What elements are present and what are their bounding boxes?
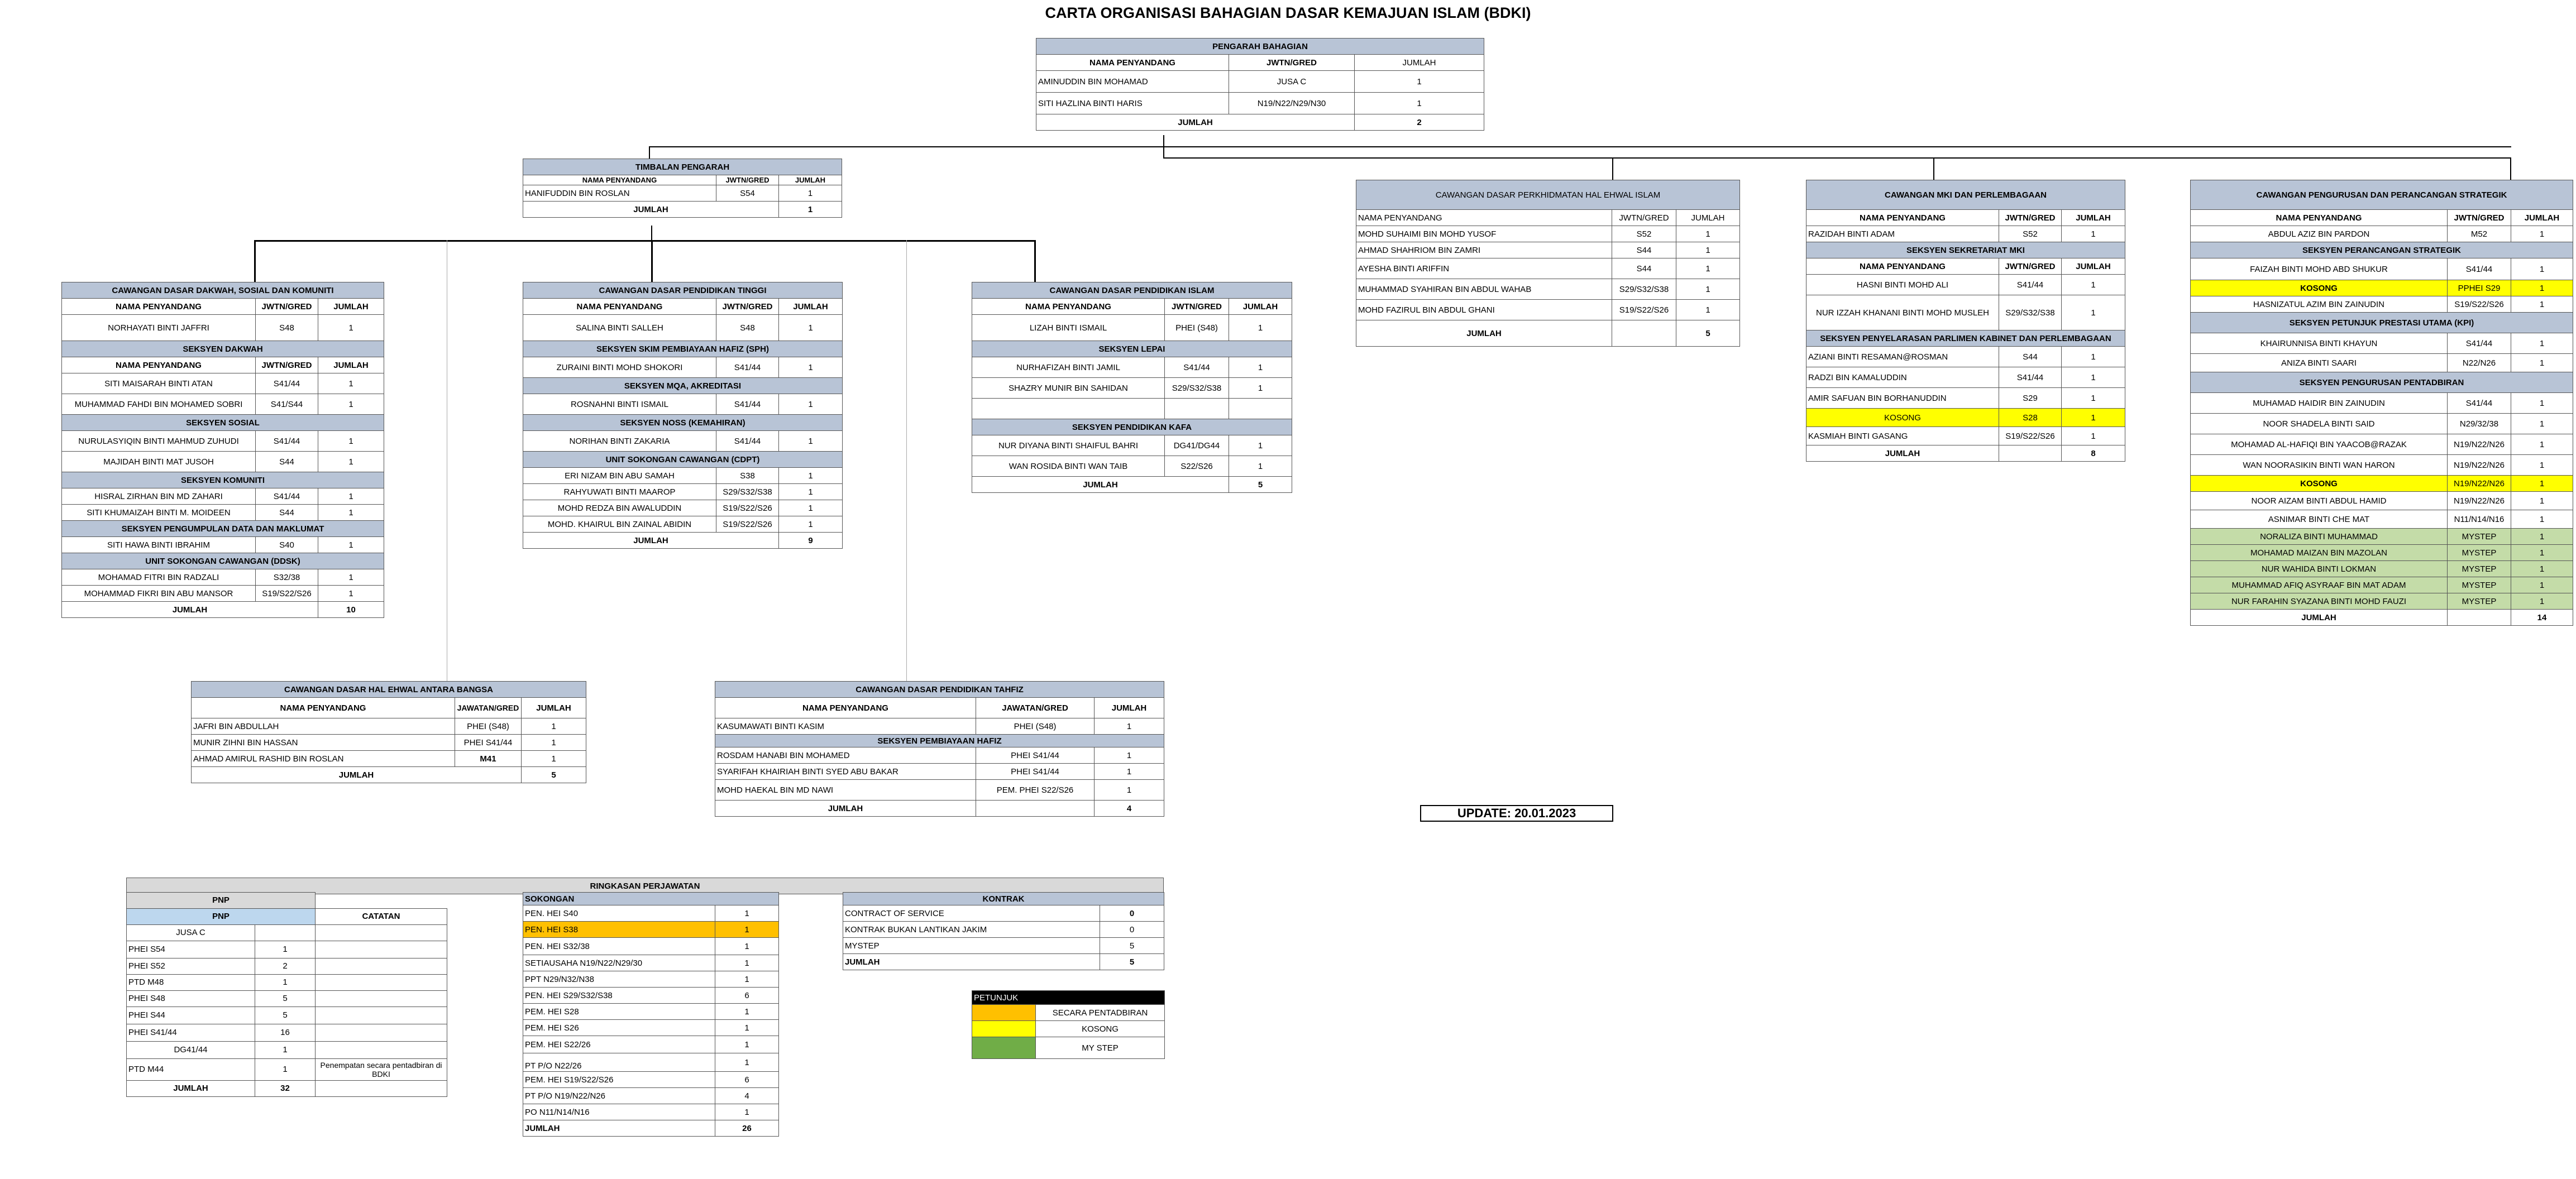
table-row: ABDUL AZIZ BIN PARDON M52 1 — [2191, 226, 2573, 242]
table-row: PHEI S52 2 — [127, 958, 447, 974]
total-value: 9 — [779, 533, 843, 549]
connector-line — [649, 146, 650, 159]
section-header: SEKSYEN LEPAI — [972, 341, 1292, 357]
section-header: SEKSYEN MQA, AKREDITASI — [523, 378, 843, 394]
table-row: PTD M48 1 — [127, 974, 447, 990]
table-row: MAJIDAH BINTI MAT JUSOH S44 1 — [62, 452, 384, 472]
table-row: MUHAMMAD SYAHIRAN BIN ABDUL WAHAB S29/S32/S38 1 — [1356, 279, 1740, 300]
table-row: FAIZAH BINTI MOHD ABD SHUKUR S41/44 1 — [2191, 258, 2573, 280]
vacant-row: KOSONG PPHEI S29 1 — [2191, 280, 2573, 296]
total-value: 4 — [1095, 801, 1164, 817]
connector-line — [2510, 157, 2511, 180]
table-row: MOHD FAZIRUL BIN ABDUL GHANI S19/S22/S26 1 — [1356, 300, 1740, 320]
total-label: JUMLAH — [523, 202, 779, 218]
table-row: PEM. HEI S26 1 — [523, 1020, 779, 1036]
table-row: HASNIZATUL AZIM BIN ZAINUDIN S19/S22/S26 1 — [2191, 296, 2573, 313]
ringkasan-header: RINGKASAN PERJAWATAN — [126, 878, 1164, 894]
vacant-row: KOSONG S28 1 — [1806, 409, 2125, 427]
ehwal-box: CAWANGAN DASAR PERKHIDMATAN HAL EHWAL ISLAM NAMA PENYANDANG JWTN/GRED JUMLAH MOHD SUHAIMI BIN MOHD YUSOF S52 1 AHMAD SHAHRIOM BIN ZAMRI S44 1 AYESHA BINTI ARIFFIN S44 1 MUHAMMAD SYAHIRAN BIN ABDUL WAHAB S29/S32/S38 1 MOHD FAZIRUL BIN ABDUL GHANI S19/S22/S26 1 JUMLAH 5 — [1356, 180, 1740, 347]
total-value: 5 — [1229, 477, 1292, 493]
section-header: CAWANGAN PENGURUSAN DAN PERANCANGAN STRATEGIK — [2191, 180, 2573, 210]
section-header: SEKSYEN PEMBIAYAAN HAFIZ — [715, 735, 1164, 747]
table-row: AYESHA BINTI ARIFFIN S44 1 — [1356, 258, 1740, 279]
table-row: NORIHAN BINTI ZAKARIA S41/44 1 — [523, 431, 843, 452]
section-header: CAWANGAN DASAR PERKHIDMATAN HAL EHWAL ISLAM — [1356, 180, 1740, 210]
timbalan-header: TIMBALAN PENGARAH — [523, 159, 842, 175]
table-row: PEM. HEI S19/S22/S26 6 — [523, 1072, 779, 1088]
table-row: NURHAFIZAH BINTI JAMIL S41/44 1 — [972, 357, 1292, 378]
table-row: PEN. HEI S29/S32/S38 6 — [523, 988, 779, 1004]
strategik-box: CAWANGAN PENGURUSAN DAN PERANCANGAN STRATEGIK NAMA PENYANDANG JWTN/GRED JUMLAH ABDUL AZIZ BIN PARDON M52 1 SEKSYEN PERANCANGAN STRATEGIK FAIZAH BINTI MOHD ABD SHUKUR S41/44 1 KOSONG PPHEI S29 1 HASNIZATUL AZIM BIN ZAINUDIN S19/S22/S26 1 SEKSYEN PETUNJUK PRESTASI UTAMA (KPI) KHAIRUNNISA BINTI KHAYUN S41/44 1 ANIZA BINTI SAARI N22/N26 1 SEKSYEN PENGURUSAN PENTADBIRAN MUHAMAD HAIDIR BIN ZAINUDIN S41/44 1 NOOR SHADELA BINTI SAID N29/32/38 1 MOHAMAD AL-HAFIQI BIN YAACOB@RAZAK N19/N22/N26 1 WAN NOORASIKIN BINTI WAN HARON N19/N22/N26 1 KOSONG N19/N22/N26 1 NOOR AIZAM BINTI ABDUL HAMID N19/N22/N26 1 ASNIMAR BINTI CHE MAT N11/N14/N16 1 NORALIZA BINTI MUHAMMAD MYSTEP 1 MOHAMAD MAIZAN BIN MAZOLAN MYSTEP 1 NUR WAHIDA BINTI LOKMAN MYSTEP 1 MUHAMMAD AFIQ ASYRAAF BIN MAT ADAM MYSTEP 1 NUR FARAHIN SYAZANA BINTI MOHD FAUZI MYSTEP 1 JUMLAH 14 — [2190, 180, 2573, 626]
islam-box: CAWANGAN DASAR PENDIDIKAN ISLAM NAMA PENYANDANG JWTN/GRED JUMLAH LIZAH BINTI ISMAIL PHEI (S48) 1 SEKSYEN LEPAI NURHAFIZAH BINTI JAMIL S41/44 1 SHAZRY MUNIR BIN SAHIDAN S29/S32/S38 1 SEKSYEN PENDIDIKAN KAFA NUR DIYANA BINTI SHAIFUL BAHRI DG41/DG44 1 WAN ROSIDA BINTI WAN TAIB S22/S26 1 JUMLAH 5 — [972, 282, 1292, 493]
section-header: CAWANGAN DASAR PENDIDIKAN TINGGI — [523, 282, 843, 299]
table-row: PEN. HEI S32/38 1 — [523, 938, 779, 955]
page-title: CARTA ORGANISASI BAHAGIAN DASAR KEMAJUAN ISLAM (BDKI) — [1045, 4, 1531, 21]
table-row: MUNIR ZIHNI BIN HASSAN PHEI S41/44 1 — [192, 735, 586, 751]
table-row: PTD M44 1 Penempatan secara pentadbiran di BDKI — [127, 1058, 447, 1080]
legend-header: PETUNJUK — [972, 991, 1165, 1005]
tinggi-box: CAWANGAN DASAR PENDIDIKAN TINGGI NAMA PENYANDANG JWTN/GRED JUMLAH SALINA BINTI SALLEH S48 1 SEKSYEN SKIM PEMBIAYAAN HAFIZ (SPH) ZURAINI BINTI MOHD SHOKORI S41/44 1 SEKSYEN MQA, AKREDITASI ROSNAHNI BINTI ISMAIL S41/44 1 SEKSYEN NOSS (KEMAHIRAN) NORIHAN BINTI ZAKARIA S41/44 1 UNIT SOKONGAN CAWANGAN (CDPT) ERI NIZAM BIN ABU SAMAH S38 1 RAHYUWATI BINTI MAAROP S29/S32/S38 1 MOHD REDZA BIN AWALUDDIN S19/S22/S26 1 MOHD. KHAIRUL BIN ZAINAL ABIDIN S19/S22/S26 1 JUMLAH 9 — [523, 282, 843, 549]
table-row: NORHAYATI BINTI JAFFRI S48 1 — [62, 315, 384, 341]
table-row: MOHD. KHAIRUL BIN ZAINAL ABIDIN S19/S22/S26 1 — [523, 516, 843, 533]
section-header: SEKSYEN SKIM PEMBIAYAAN HAFIZ (SPH) — [523, 341, 843, 357]
table-row: PT P/O N22/26 1 — [523, 1053, 779, 1072]
total-value: 26 — [715, 1120, 779, 1137]
col-header: NAMA PENYANDANG — [1036, 55, 1229, 71]
table-row: LIZAH BINTI ISMAIL PHEI (S48) 1 — [972, 315, 1292, 341]
section-header: SEKSYEN SEKRETARIAT MKI — [1806, 242, 2125, 258]
antarabangsa-box: CAWANGAN DASAR HAL EHWAL ANTARA BANGSA NAMA PENYANDANG JAWATAN/GRED JUMLAH JAFRI BIN ABDULLAH PHEI (S48) 1 MUNIR ZIHNI BIN HASSAN PHEI S41/44 1 AHMAD AMIRUL RASHID BIN ROSLAN M41 1 JUMLAH 5 — [191, 681, 586, 783]
table-row: AMIR SAFUAN BIN BORHANUDDIN S29 1 — [1806, 388, 2125, 409]
connector-line — [649, 146, 2511, 147]
table-row: AHMAD SHAHRIOM BIN ZAMRI S44 1 — [1356, 242, 1740, 258]
section-header: SEKSYEN DAKWAH — [62, 341, 384, 357]
table-row: SITI MAISARAH BINTI ATAN S41/44 1 — [62, 373, 384, 394]
sokongan-table: SOKONGAN PEN. HEI S40 1 PEN. HEI S38 1 PEN. HEI S32/38 1 SETIAUSAHA N19/N22/N29/30 1 PPT N29/N32/N38 1 PEN. HEI S29/S32/S38 6 PEM. HEI S28 1 PEM. HEI S26 1 PEM. HEI S22/26 1 PT P/O N22/26 1 PEM. HEI S19/S22/S26 6 PT P/O N19/N22/N26 4 PO N11/N14/N16 1 JUMLAH 26 — [523, 892, 779, 1137]
table-row: NURULASYIQIN BINTI MAHMUD ZUHUDI S41/44 1 — [62, 431, 384, 452]
connector-line — [651, 226, 652, 241]
section-header: SEKSYEN KOMUNITI — [62, 472, 384, 488]
section-header: SEKSYEN PENGURUSAN PENTADBIRAN — [2191, 372, 2573, 393]
table-row: NUR DIYANA BINTI SHAIFUL BAHRI DG41/DG44 1 — [972, 435, 1292, 456]
table-row: KONTRAK BUKAN LANTIKAN JAKIM 0 — [843, 922, 1164, 938]
table-row: SETIAUSAHA N19/N22/N29/30 1 — [523, 955, 779, 971]
total-value: 5 — [1676, 320, 1740, 347]
table-row: KASMIAH BINTI GASANG S19/S22/S26 1 — [1806, 427, 2125, 445]
legend-item: KOSONG — [972, 1021, 1165, 1037]
table-row: PHEI S54 1 — [127, 941, 447, 958]
table-row: MOHAMAD FITRI BIN RADZALI S32/38 1 — [62, 569, 384, 586]
table-row: NOOR SHADELA BINTI SAID N29/32/38 1 — [2191, 414, 2573, 434]
table-row: PT P/O N19/N22/N26 4 — [523, 1088, 779, 1104]
section-header: UNIT SOKONGAN CAWANGAN (CDPT) — [523, 452, 843, 468]
table-row: PEM. HEI S22/26 1 — [523, 1036, 779, 1053]
table-row: ZURAINI BINTI MOHD SHOKORI S41/44 1 — [523, 357, 843, 378]
section-header: CAWANGAN MKI DAN PERLEMBAGAAN — [1806, 180, 2125, 210]
section-header: CAWANGAN DASAR HAL EHWAL ANTARA BANGSA — [192, 682, 586, 698]
section-header: CAWANGAN DASAR PENDIDIKAN TAHFIZ — [715, 682, 1164, 698]
table-row: NUR IZZAH KHANANI BINTI MOHD MUSLEH S29/S32/S38 1 — [1806, 295, 2125, 330]
table-row: SHAZRY MUNIR BIN SAHIDAN S29/S32/S38 1 — [972, 378, 1292, 399]
table-row: PPT N29/N32/N38 1 — [523, 971, 779, 988]
vacant-row: KOSONG N19/N22/N26 1 — [2191, 476, 2573, 492]
table-row: DG41/44 1 — [127, 1041, 447, 1058]
col-header: JWTN/GRED — [716, 175, 779, 185]
table-row: PEM. HEI S28 1 — [523, 1004, 779, 1020]
connector-line — [906, 240, 907, 681]
table-row: SALINA BINTI SALLEH S48 1 — [523, 315, 843, 341]
section-header: CAWANGAN DASAR DAKWAH, SOSIAL DAN KOMUNITI — [62, 282, 384, 299]
table-row: AMINUDDIN BIN MOHAMAD JUSA C 1 — [1036, 71, 1484, 93]
dakwah-box: CAWANGAN DASAR DAKWAH, SOSIAL DAN KOMUNITI NAMA PENYANDANG JWTN/GRED JUMLAH NORHAYATI BINTI JAFFRI S48 1 SEKSYEN DAKWAH NAMA PENYANDANG JWTN/GRED JUMLAH SITI MAISARAH BINTI ATAN S41/44 1 MUHAMMAD FAHDI BIN MOHAMED SOBRI S41/S44 1 SEKSYEN SOSIAL NURULASYIQIN BINTI MAHMUD ZUHUDI S41/44 1 MAJIDAH BINTI MAT JUSOH S44 1 SEKSYEN KOMUNITI HISRAL ZIRHAN BIN MD ZAHARI S41/44 1 SITI KHUMAIZAH BINTI M. MOIDEEN S44 1 SEKSYEN PENGUMPULAN DATA DAN MAKLUMAT SITI HAWA BINTI IBRAHIM S40 1 UNIT SOKONGAN CAWANGAN (DDSK) MOHAMAD FITRI BIN RADZALI S32/38 1 MOHAMMAD FIKRI BIN ABU MANSOR S19/S22/S26 1 JUMLAH 10 — [61, 282, 384, 618]
table-row: WAN ROSIDA BINTI WAN TAIB S22/S26 1 — [972, 456, 1292, 477]
update-date: UPDATE: 20.01.2023 — [1420, 805, 1613, 822]
table-row: SITI HAWA BINTI IBRAHIM S40 1 — [62, 537, 384, 553]
mystep-row: MOHAMAD MAIZAN BIN MAZOLAN MYSTEP 1 — [2191, 545, 2573, 561]
total-value: 2 — [1355, 114, 1484, 131]
total-value: 32 — [255, 1080, 316, 1096]
legend-item: MY STEP — [972, 1037, 1165, 1059]
tahfiz-box: CAWANGAN DASAR PENDIDIKAN TAHFIZ NAMA PENYANDANG JAWATAN/GRED JUMLAH KASUMAWATI BINTI KASIM PHEI (S48) 1 SEKSYEN PEMBIAYAAN HAFIZ ROSDAM HANABI BIN MOHAMED PHEI S41/44 1 SYARIFAH KHAIRIAH BINTI SYED ABU BAKAR PHEI S41/44 1 MOHD HAEKAL BIN MD NAWI PEM. PHEI S22/S26 1 JUMLAH 4 — [715, 681, 1164, 817]
table-row: MOHD SUHAIMI BIN MOHD YUSOF S52 1 — [1356, 226, 1740, 242]
table-row: PHEI S41/44 16 — [127, 1024, 447, 1041]
pnp-table: PNP PNP CATATAN JUSA C PHEI S54 1 PHEI S52 2 PTD M48 1 PHEI S48 5 PHEI S44 5 PHEI S41/44 16 DG41/44 1 PTD M44 1 Penempatan secara pentadbiran di BDKI JUMLAH 32 — [126, 892, 447, 1097]
table-row: MYSTEP 5 — [843, 938, 1164, 954]
table-row: MUHAMAD HAIDIR BIN ZAINUDIN S41/44 1 — [2191, 393, 2573, 414]
pengarah-box — [1036, 38, 1484, 131]
pengarah-header: PENGARAH BAHAGIAN — [1036, 39, 1484, 55]
legend-swatch-orange — [972, 1005, 1036, 1021]
section-header: UNIT SOKONGAN CAWANGAN (DDSK) — [62, 553, 384, 569]
table-row: PEN. HEI S40 1 — [523, 905, 779, 922]
table-row: SITI HAZLINA BINTI HARIS N19/N22/N29/N30 1 — [1036, 93, 1484, 114]
section-header: SEKSYEN PENDIDIKAN KAFA — [972, 419, 1292, 435]
table-row: MOHAMMAD FIKRI BIN ABU MANSOR S19/S22/S26 1 — [62, 586, 384, 602]
connector-line — [1034, 240, 1036, 282]
connector-line — [651, 240, 653, 282]
legend-swatch-green — [972, 1037, 1036, 1059]
mystep-row: NUR WAHIDA BINTI LOKMAN MYSTEP 1 — [2191, 561, 2573, 577]
table-row: ROSNAHNI BINTI ISMAIL S41/44 1 — [523, 394, 843, 415]
mystep-row: MUHAMMAD AFIQ ASYRAAF BIN MAT ADAM MYSTEP 1 — [2191, 577, 2573, 593]
col-header: NAMA PENYANDANG — [523, 175, 716, 185]
table-row: JAFRI BIN ABDULLAH PHEI (S48) 1 — [192, 718, 586, 735]
legend-swatch-yellow — [972, 1021, 1036, 1037]
connector-line — [254, 240, 1036, 242]
legend-item: SECARA PENTADBIRAN — [972, 1005, 1165, 1021]
table-row: WAN NOORASIKIN BINTI WAN HARON N19/N22/N26 1 — [2191, 455, 2573, 476]
table-row: NOOR AIZAM BINTI ABDUL HAMID N19/N22/N26 1 — [2191, 492, 2573, 510]
timbalan-box — [523, 159, 842, 218]
connector-line — [1163, 157, 2511, 159]
connector-line — [1612, 157, 1613, 180]
total-value: 1 — [779, 202, 842, 218]
table-row: MOHAMAD AL-HAFIQI BIN YAACOB@RAZAK N19/N22/N26 1 — [2191, 434, 2573, 455]
table-row: MUHAMMAD FAHDI BIN MOHAMED SOBRI S41/S44 1 — [62, 394, 384, 415]
section-header: CAWANGAN DASAR PENDIDIKAN ISLAM — [972, 282, 1292, 299]
total-value: 5 — [1100, 954, 1164, 970]
total-value: 14 — [2511, 610, 2573, 626]
table-row: HASNI BINTI MOHD ALI S41/44 1 — [1806, 275, 2125, 295]
col-header: JUMLAH — [779, 175, 842, 185]
table-row: RAHYUWATI BINTI MAAROP S29/S32/S38 1 — [523, 484, 843, 500]
table-row: ERI NIZAM BIN ABU SAMAH S38 1 — [523, 468, 843, 484]
mystep-row: NORALIZA BINTI MUHAMMAD MYSTEP 1 — [2191, 529, 2573, 545]
table-row: ANIZA BINTI SAARI N22/N26 1 — [2191, 354, 2573, 372]
table-row: HANIFUDDIN BIN ROSLAN S54 1 — [523, 185, 842, 202]
mystep-row: NUR FARAHIN SYAZANA BINTI MOHD FAUZI MYSTEP 1 — [2191, 593, 2573, 610]
kontrak-table: KONTRAK CONTRACT OF SERVICE 0 KONTRAK BUKAN LANTIKAN JAKIM 0 MYSTEP 5 JUMLAH 5 — [843, 892, 1164, 970]
total-value: 10 — [318, 602, 384, 618]
legend — [972, 990, 1165, 1059]
table-row: SYARIFAH KHAIRIAH BINTI SYED ABU BAKAR PHEI S41/44 1 — [715, 764, 1164, 780]
total-value: 8 — [2062, 445, 2125, 462]
table-row: PHEI S48 5 — [127, 990, 447, 1007]
table-row: RAZIDAH BINTI ADAM S52 1 — [1806, 226, 2125, 242]
connector-line — [254, 240, 256, 282]
col-header: JUMLAH — [1355, 55, 1484, 71]
section-header: SEKSYEN PETUNJUK PRESTASI UTAMA (KPI) — [2191, 313, 2573, 333]
table-row: AZIANI BINTI RESAMAN@ROSMAN S44 1 — [1806, 347, 2125, 367]
section-header: SEKSYEN PERANCANGAN STRATEGIK — [2191, 242, 2573, 258]
table-row: ROSDAM HANABI BIN MOHAMED PHEI S41/44 1 — [715, 747, 1164, 764]
table-row: PO N11/N14/N16 1 — [523, 1104, 779, 1120]
table-row: AHMAD AMIRUL RASHID BIN ROSLAN M41 1 — [192, 751, 586, 767]
table-row: HISRAL ZIRHAN BIN MD ZAHARI S41/44 1 — [62, 488, 384, 505]
table-row: ASNIMAR BINTI CHE MAT N11/N14/N16 1 — [2191, 510, 2573, 529]
table-row: KHAIRUNNISA BINTI KHAYUN S41/44 1 — [2191, 333, 2573, 354]
total-label: JUMLAH — [1036, 114, 1355, 131]
table-row: MOHD REDZA BIN AWALUDDIN S19/S22/S26 1 — [523, 500, 843, 516]
table-row: KASUMAWATI BINTI KASIM PHEI (S48) 1 — [715, 718, 1164, 735]
table-row: JUSA C — [127, 924, 447, 941]
connector-line — [1933, 157, 1934, 180]
table-row: RADZI BIN KAMALUDDIN S41/44 1 — [1806, 367, 2125, 388]
table-row — [972, 399, 1292, 419]
section-header: SEKSYEN PENGUMPULAN DATA DAN MAKLUMAT — [62, 521, 384, 537]
total-value: 5 — [522, 767, 586, 783]
section-header: SEKSYEN PENYELARASAN PARLIMEN KABINET DAN PERLEMBAGAAN — [1806, 330, 2125, 347]
table-row: PEN. HEI S38 1 — [523, 922, 779, 938]
section-header: SEKSYEN SOSIAL — [62, 415, 384, 431]
table-row: PHEI S44 5 — [127, 1007, 447, 1024]
section-header: SEKSYEN NOSS (KEMAHIRAN) — [523, 415, 843, 431]
mki-box: CAWANGAN MKI DAN PERLEMBAGAAN NAMA PENYANDANG JWTN/GRED JUMLAH RAZIDAH BINTI ADAM S52 1 SEKSYEN SEKRETARIAT MKI NAMA PENYANDANG JWTN/GRED JUMLAH HASNI BINTI MOHD ALI S41/44 1 NUR IZZAH KHANANI BINTI MOHD MUSLEH S29/S32/S38 1 SEKSYEN PENYELARASAN PARLIMEN KABINET DAN PERLEMBAGAAN AZIANI BINTI RESAMAN@ROSMAN S44 1 RADZI BIN KAMALUDDIN S41/44 1 AMIR SAFUAN BIN BORHANUDDIN S29 1 KOSONG S28 1 KASMIAH BINTI GASANG S19/S22/S26 1 JUMLAH 8 — [1806, 180, 2125, 462]
table-row: CONTRACT OF SERVICE 0 — [843, 905, 1164, 922]
table-row: SITI KHUMAIZAH BINTI M. MOIDEEN S44 1 — [62, 505, 384, 521]
col-header: JWTN/GRED — [1229, 55, 1355, 71]
table-row: MOHD HAEKAL BIN MD NAWI PEM. PHEI S22/S26 1 — [715, 780, 1164, 801]
